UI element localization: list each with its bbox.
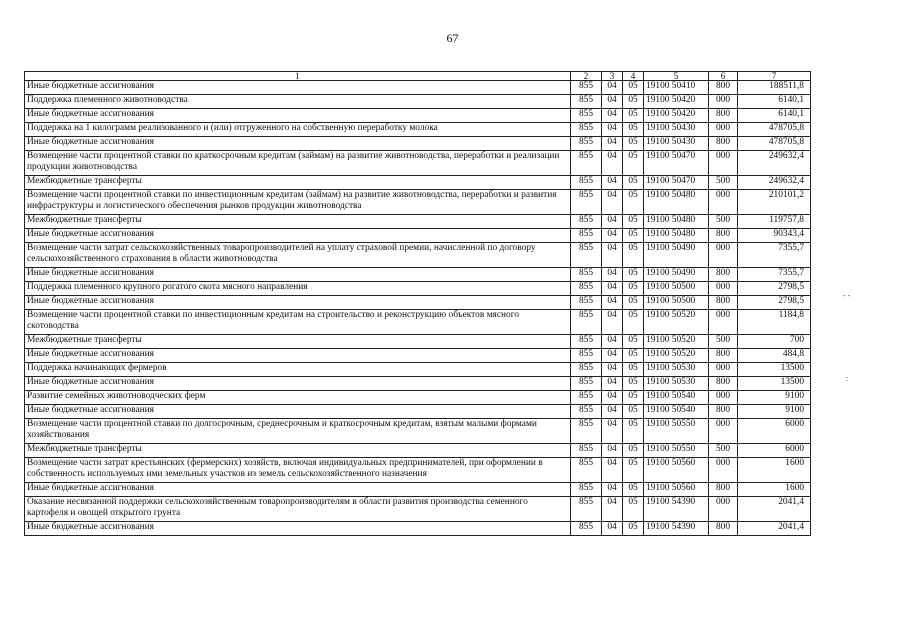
row-value-cell: 04 — [602, 296, 623, 310]
row-value-cell: 19100 50420 — [644, 109, 709, 123]
row-value-cell: 855 — [571, 243, 602, 268]
row-value-cell: 04 — [602, 391, 623, 405]
table-row — [25, 215, 811, 229]
column-header: 1 — [25, 72, 571, 81]
row-value-cell: 19100 50480 — [644, 229, 709, 243]
table-row — [25, 109, 811, 123]
row-name-cell: Иные бюджетные ассигнования — [25, 109, 571, 123]
table-row — [25, 335, 811, 349]
table-row — [25, 95, 811, 109]
row-value-cell: 800 — [709, 296, 738, 310]
row-value-cell: 2798,5 — [738, 282, 811, 296]
row-value-cell: 855 — [571, 282, 602, 296]
table-row — [25, 522, 811, 536]
column-header: 3 — [602, 72, 623, 81]
table-row — [25, 296, 811, 310]
row-value-cell: 19100 50420 — [644, 95, 709, 109]
row-value-cell: 05 — [623, 95, 644, 109]
row-value-cell: 19100 50560 — [644, 458, 709, 483]
row-name-cell: Возмещение части затрат сельскохозяйственных товаропроизводителей на уплату страховой премии, начисленной по договору сельскохозяйственного страхования в области животноводства — [25, 243, 571, 268]
row-value-cell: 19100 50560 — [644, 483, 709, 497]
row-value-cell: 800 — [709, 81, 738, 95]
row-value-cell: 05 — [623, 151, 644, 176]
row-value-cell: 7355,7 — [738, 268, 811, 282]
row-value-cell: 05 — [623, 458, 644, 483]
row-value-cell: 000 — [709, 123, 738, 137]
row-value-cell: 05 — [623, 176, 644, 190]
row-value-cell: 000 — [709, 243, 738, 268]
row-value-cell: 19100 50500 — [644, 282, 709, 296]
row-value-cell: 800 — [709, 349, 738, 363]
row-name-cell: Межбюджетные трансферты — [25, 335, 571, 349]
row-value-cell: 04 — [602, 229, 623, 243]
row-value-cell: 19100 50470 — [644, 151, 709, 176]
row-value-cell: 249632,4 — [738, 151, 811, 176]
table-row — [25, 243, 811, 268]
row-value-cell: 800 — [709, 405, 738, 419]
row-value-cell: 1600 — [738, 458, 811, 483]
row-value-cell: 05 — [623, 419, 644, 444]
row-value-cell: 05 — [623, 483, 644, 497]
row-value-cell: 855 — [571, 405, 602, 419]
row-value-cell: 000 — [709, 458, 738, 483]
table-row — [25, 151, 811, 176]
row-value-cell: 7355,7 — [738, 243, 811, 268]
row-value-cell: 000 — [709, 282, 738, 296]
row-value-cell: 04 — [602, 151, 623, 176]
scan-mark: - - — [843, 291, 851, 300]
row-value-cell: 000 — [709, 95, 738, 109]
row-value-cell: 855 — [571, 109, 602, 123]
table-row — [25, 282, 811, 296]
row-value-cell: 855 — [571, 176, 602, 190]
row-value-cell: 855 — [571, 151, 602, 176]
row-value-cell: 19100 50480 — [644, 190, 709, 215]
row-value-cell: 04 — [602, 377, 623, 391]
row-value-cell: 05 — [623, 444, 644, 458]
row-value-cell: 000 — [709, 151, 738, 176]
row-value-cell: 04 — [602, 81, 623, 95]
row-value-cell: 05 — [623, 215, 644, 229]
row-value-cell: 04 — [602, 215, 623, 229]
row-value-cell: 19100 50490 — [644, 243, 709, 268]
row-name-cell: Возмещение части процентной ставки по долгосрочным, среднесрочным и краткосрочным кредитам, взятым малыми формами хозяйствования — [25, 419, 571, 444]
row-value-cell: 119757,8 — [738, 215, 811, 229]
row-value-cell: 500 — [709, 215, 738, 229]
table-row — [25, 190, 811, 215]
row-value-cell: 05 — [623, 335, 644, 349]
budget-table — [24, 71, 811, 536]
row-value-cell: 04 — [602, 123, 623, 137]
row-value-cell: 855 — [571, 229, 602, 243]
row-value-cell: 2798,5 — [738, 296, 811, 310]
row-value-cell: 04 — [602, 458, 623, 483]
row-value-cell: 19100 50540 — [644, 405, 709, 419]
row-value-cell: 19100 50550 — [644, 419, 709, 444]
row-value-cell: 2041,4 — [738, 497, 811, 522]
row-value-cell: 04 — [602, 190, 623, 215]
row-value-cell: 855 — [571, 95, 602, 109]
row-value-cell: 855 — [571, 377, 602, 391]
row-name-cell: Иные бюджетные ассигнования — [25, 522, 571, 536]
row-name-cell: Возмещение части процентной ставки по инвестиционным кредитам (займам) на развитие животноводства, переработки и развития инфраструктуры и логистического обеспечения рынков продукции животноводства — [25, 190, 571, 215]
row-name-cell: Возмещение части затрат крестьянских (фермерских) хозяйств, включая индивидуальных предпринимателей, при оформлении в собственность используемых ими земельных участков из земель сельскохозяйственного назначения — [25, 458, 571, 483]
row-value-cell: 13500 — [738, 363, 811, 377]
row-value-cell: 19100 50430 — [644, 137, 709, 151]
row-value-cell: 210101,2 — [738, 190, 811, 215]
column-header: 5 — [644, 72, 709, 81]
row-value-cell: 04 — [602, 483, 623, 497]
row-value-cell: 19100 50410 — [644, 81, 709, 95]
row-name-cell: Оказание несвязанной поддержки сельскохозяйственным товаропроизводителям в области развития производства семенного картофеля и овощей открытого грунта — [25, 497, 571, 522]
row-value-cell: 04 — [602, 419, 623, 444]
row-value-cell: 04 — [602, 310, 623, 335]
row-value-cell: 05 — [623, 296, 644, 310]
row-value-cell: 19100 50500 — [644, 296, 709, 310]
row-value-cell: 855 — [571, 137, 602, 151]
row-value-cell: 19100 50520 — [644, 335, 709, 349]
row-value-cell: 800 — [709, 377, 738, 391]
row-value-cell: 484,8 — [738, 349, 811, 363]
table-row — [25, 419, 811, 444]
row-value-cell: 05 — [623, 522, 644, 536]
row-value-cell: 05 — [623, 268, 644, 282]
row-value-cell: 05 — [623, 377, 644, 391]
row-value-cell: 90343,4 — [738, 229, 811, 243]
row-name-cell: Поддержка племенного крупного рогатого скота мясного направления — [25, 282, 571, 296]
row-value-cell: 04 — [602, 349, 623, 363]
row-name-cell: Поддержка на 1 килограмм реализованного и (или) отгруженного на собственную переработку молока — [25, 123, 571, 137]
row-value-cell: 05 — [623, 137, 644, 151]
row-value-cell: 19100 50470 — [644, 176, 709, 190]
row-value-cell: 05 — [623, 497, 644, 522]
row-value-cell: 855 — [571, 522, 602, 536]
row-value-cell: 478705,8 — [738, 137, 811, 151]
row-name-cell: Поддержка племенного животноводства — [25, 95, 571, 109]
row-value-cell: 855 — [571, 268, 602, 282]
row-value-cell: 05 — [623, 405, 644, 419]
row-value-cell: 800 — [709, 483, 738, 497]
row-value-cell: 249632,4 — [738, 176, 811, 190]
row-value-cell: 000 — [709, 419, 738, 444]
row-name-cell: Иные бюджетные ассигнования — [25, 229, 571, 243]
table-row — [25, 81, 811, 95]
row-value-cell: 04 — [602, 522, 623, 536]
row-value-cell: 05 — [623, 229, 644, 243]
table-header-row — [25, 72, 811, 81]
row-value-cell: 855 — [571, 81, 602, 95]
row-value-cell: 6140,1 — [738, 95, 811, 109]
table-row — [25, 176, 811, 190]
row-value-cell: 800 — [709, 229, 738, 243]
row-value-cell: 9100 — [738, 391, 811, 405]
row-value-cell: 04 — [602, 335, 623, 349]
row-value-cell: 04 — [602, 282, 623, 296]
row-name-cell: Поддержка начинающих фермеров — [25, 363, 571, 377]
row-value-cell: 855 — [571, 419, 602, 444]
row-value-cell: 04 — [602, 95, 623, 109]
row-name-cell: Иные бюджетные ассигнования — [25, 268, 571, 282]
column-header: 2 — [571, 72, 602, 81]
row-value-cell: 800 — [709, 522, 738, 536]
row-value-cell: 04 — [602, 137, 623, 151]
row-value-cell: 800 — [709, 109, 738, 123]
page-number: 67 — [446, 31, 459, 45]
row-value-cell: 04 — [602, 243, 623, 268]
row-value-cell: 6000 — [738, 419, 811, 444]
table-row — [25, 229, 811, 243]
row-name-cell: Межбюджетные трансферты — [25, 444, 571, 458]
table-row — [25, 458, 811, 483]
row-value-cell: 19100 54390 — [644, 497, 709, 522]
table-row — [25, 444, 811, 458]
scan-mark: : — [846, 374, 849, 383]
row-value-cell: 05 — [623, 310, 644, 335]
row-value-cell: 04 — [602, 497, 623, 522]
row-value-cell: 855 — [571, 123, 602, 137]
row-value-cell: 188511,8 — [738, 81, 811, 95]
row-value-cell: 04 — [602, 363, 623, 377]
row-value-cell: 855 — [571, 310, 602, 335]
row-value-cell: 9100 — [738, 405, 811, 419]
row-value-cell: 855 — [571, 190, 602, 215]
row-value-cell: 6000 — [738, 444, 811, 458]
table-row — [25, 123, 811, 137]
row-value-cell: 04 — [602, 444, 623, 458]
row-value-cell: 1600 — [738, 483, 811, 497]
table-row — [25, 391, 811, 405]
row-value-cell: 000 — [709, 391, 738, 405]
row-value-cell: 855 — [571, 483, 602, 497]
row-name-cell: Иные бюджетные ассигнования — [25, 137, 571, 151]
row-value-cell: 000 — [709, 363, 738, 377]
table-row — [25, 405, 811, 419]
row-value-cell: 855 — [571, 444, 602, 458]
row-name-cell: Возмещение части процентной ставки по краткосрочным кредитам (займам) на развитие животноводства, переработки и реализации продукции животноводства — [25, 151, 571, 176]
row-value-cell: 800 — [709, 137, 738, 151]
row-value-cell: 05 — [623, 363, 644, 377]
row-value-cell: 19100 50520 — [644, 310, 709, 335]
row-value-cell: 000 — [709, 497, 738, 522]
table-row — [25, 268, 811, 282]
table-row — [25, 349, 811, 363]
row-value-cell: 000 — [709, 190, 738, 215]
row-value-cell: 6140,1 — [738, 109, 811, 123]
row-name-cell: Иные бюджетные ассигнования — [25, 81, 571, 95]
table-row — [25, 377, 811, 391]
row-value-cell: 04 — [602, 109, 623, 123]
row-name-cell: Иные бюджетные ассигнования — [25, 377, 571, 391]
column-header: 7 — [738, 72, 811, 81]
row-value-cell: 19100 50430 — [644, 123, 709, 137]
row-name-cell: Иные бюджетные ассигнования — [25, 349, 571, 363]
row-name-cell: Иные бюджетные ассигнования — [25, 483, 571, 497]
row-value-cell: 05 — [623, 349, 644, 363]
row-value-cell: 855 — [571, 363, 602, 377]
row-value-cell: 855 — [571, 391, 602, 405]
row-value-cell: 05 — [623, 282, 644, 296]
table-row — [25, 137, 811, 151]
row-name-cell: Иные бюджетные ассигнования — [25, 296, 571, 310]
row-value-cell: 000 — [709, 310, 738, 335]
row-value-cell: 855 — [571, 497, 602, 522]
row-name-cell: Иные бюджетные ассигнования — [25, 405, 571, 419]
row-value-cell: 19100 50480 — [644, 215, 709, 229]
row-value-cell: 855 — [571, 215, 602, 229]
row-value-cell: 05 — [623, 391, 644, 405]
row-name-cell: Возмещение части процентной ставки по инвестиционным кредитам на строительство и реконструкцию объектов мясного скотоводства — [25, 310, 571, 335]
row-value-cell: 855 — [571, 335, 602, 349]
table-row — [25, 497, 811, 522]
row-value-cell: 855 — [571, 458, 602, 483]
row-value-cell: 1184,8 — [738, 310, 811, 335]
row-value-cell: 855 — [571, 296, 602, 310]
row-value-cell: 500 — [709, 444, 738, 458]
table-row — [25, 363, 811, 377]
row-value-cell: 04 — [602, 268, 623, 282]
row-value-cell: 700 — [738, 335, 811, 349]
row-value-cell: 19100 50520 — [644, 349, 709, 363]
row-value-cell: 19100 50490 — [644, 268, 709, 282]
row-value-cell: 2041,4 — [738, 522, 811, 536]
row-value-cell: 05 — [623, 243, 644, 268]
row-value-cell: 04 — [602, 176, 623, 190]
row-value-cell: 13500 — [738, 377, 811, 391]
row-value-cell: 05 — [623, 123, 644, 137]
row-name-cell: Межбюджетные трансферты — [25, 176, 571, 190]
row-value-cell: 05 — [623, 190, 644, 215]
column-header: 4 — [623, 72, 644, 81]
row-name-cell: Развитие семейных животноводческих ферм — [25, 391, 571, 405]
table-row — [25, 310, 811, 335]
row-value-cell: 05 — [623, 81, 644, 95]
column-header: 6 — [709, 72, 738, 81]
row-value-cell: 04 — [602, 405, 623, 419]
row-value-cell: 19100 54390 — [644, 522, 709, 536]
row-value-cell: 19100 50550 — [644, 444, 709, 458]
row-value-cell: 855 — [571, 349, 602, 363]
row-value-cell: 478705,8 — [738, 123, 811, 137]
row-value-cell: 500 — [709, 335, 738, 349]
row-value-cell: 500 — [709, 176, 738, 190]
table-row — [25, 483, 811, 497]
row-value-cell: 19100 50530 — [644, 363, 709, 377]
row-value-cell: 19100 50530 — [644, 377, 709, 391]
row-value-cell: 05 — [623, 109, 644, 123]
row-value-cell: 800 — [709, 268, 738, 282]
row-name-cell: Межбюджетные трансферты — [25, 215, 571, 229]
row-value-cell: 19100 50540 — [644, 391, 709, 405]
